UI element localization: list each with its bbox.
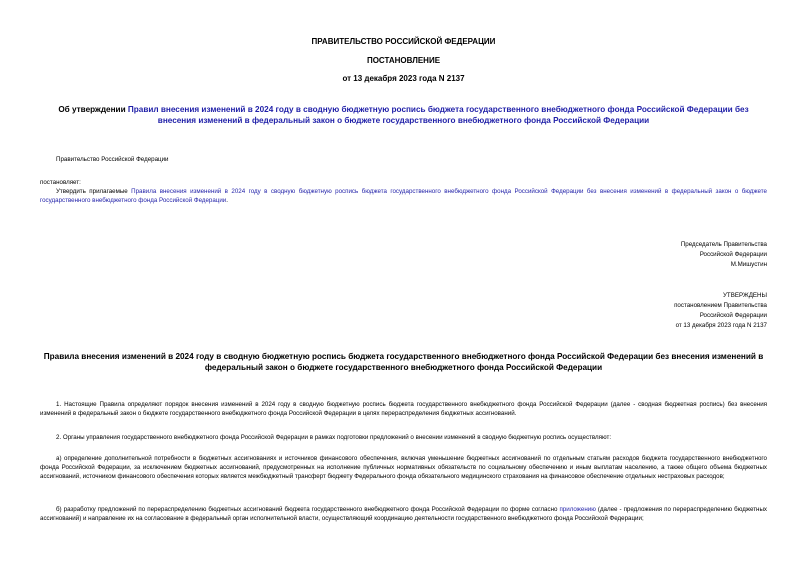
appendix-link[interactable]: приложению (559, 506, 596, 513)
signature-position: Председатель Правительства (680, 241, 767, 248)
signature-name: М.Мишустин (730, 261, 767, 268)
resolves-text: постановляет: (40, 179, 81, 186)
rules-paragraph-b (40, 505, 767, 523)
issuer-text: Правительство Российской Федерации (56, 156, 169, 163)
approve-suffix: . (226, 197, 228, 204)
signature-country: Российской Федерации (699, 251, 767, 258)
approved-country: Российской Федерации (699, 312, 767, 319)
approved-date: от 13 декабря 2023 года N 2137 (675, 322, 767, 329)
approve-prefix: Утвердить прилагаемые (56, 188, 132, 195)
rules-paragraph-1: 1. Настоящие Правила определяют порядок внесения изменений в 2024 году в сводную бюджетную роспись бюджета государственного внебюджетного фонда Российской Федерации (далее - сводная бюджетная роспись) без внесения изменений в федеральный закон о бюджете государственного внебюджетного фонда Российской Федерации в целях перераспределения бюджетных ассигнований. (40, 401, 767, 417)
doc-date-number: от 13 декабря 2023 года N 2137 (342, 74, 465, 83)
document-title-prefix: Об утверждении (58, 105, 128, 114)
paragraph-b-suffix: (далее - предложения по перераспределению бюджетных ассигнований) и направление их на согласование в федеральный орган исполнительной власти, осуществляющий координацию деятельности государственного внебюджетного фонда Российской Федерации; (40, 506, 767, 522)
government-heading: ПРАВИТЕЛЬСТВО РОССИЙСКОЙ ФЕДЕРАЦИИ (311, 37, 496, 46)
doc-type-heading: ПОСТАНОВЛЕНИЕ (366, 56, 441, 65)
paragraph-b-prefix: б) разработку предложений по перераспределению бюджетных ассигнований бюджета государственного внебюджетного фонда Российской Федерации по форме согласно (56, 506, 560, 513)
rules-title: Правила внесения изменений в 2024 году в сводную бюджетную роспись бюджета государственного внебюджетного фонда Российской Федерации без внесения изменений в федеральный закон о бюджете государственного внебюджетного фонда Российской Федерации (43, 352, 764, 372)
approved-heading: УТВЕРЖДЕНЫ (723, 292, 767, 299)
document-title (40, 104, 767, 126)
rules-paragraph-2: 2. Органы управления государственного внебюджетного фонда Российской Федерации в рамках подготовки предложений о внесении изменений в сводную бюджетную роспись осуществляют: (56, 434, 612, 441)
approve-paragraph (40, 187, 767, 205)
document-title-link[interactable]: Правил внесения изменений в 2024 году в сводную бюджетную роспись бюджета государственного внебюджетного фонда Российской Федерации без внесения изменений в федеральный закон о бюджете государственного внебюджетного фонда Российской Федерации (127, 105, 749, 125)
approve-rules-link[interactable]: Правила внесения изменений в 2024 году в сводную бюджетную роспись бюджета государственного внебюджетного фонда Российской Федерации без внесения изменений в федеральный закон о бюджете государственного внебюджетного фонда Российской Федерации (40, 188, 767, 204)
approved-by: постановлением Правительства (674, 302, 767, 309)
rules-paragraph-a: а) определение дополнительной потребности в бюджетных ассигнованиях и источников финансового обеспечения, включая уменьшение бюджетных ассигнований по отдельным статьям расходов бюджета государственного внебюджетного фонда Российской Федерации, за исключением бюджетных ассигнований, предусмотренных на исполнение публичных нормативных обязательств по социальному обеспечению и иным выплатам населению, а также общего объема бюджетных ассигнований, источником финансового обеспечения которых является межбюджетный трансферт бюджету Федерального фонда обязательного медицинского страхования на финансовое обеспечение отдельных нестраховых расходов; (40, 455, 767, 480)
